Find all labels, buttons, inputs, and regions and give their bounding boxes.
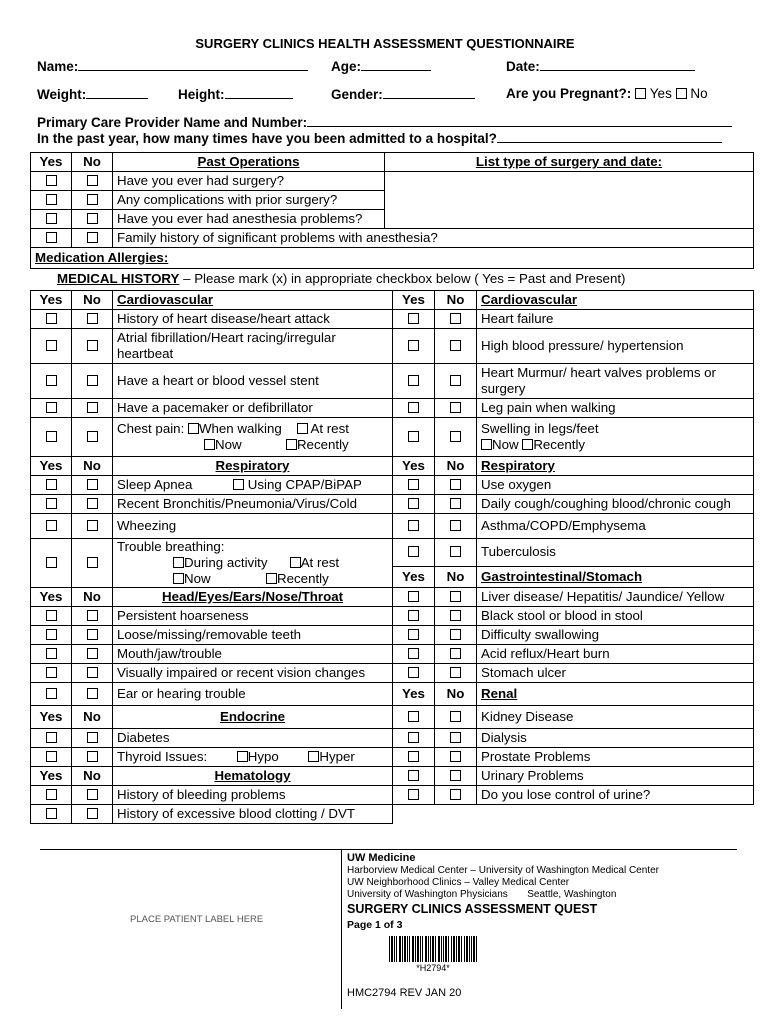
at-rest-checkbox[interactable] xyxy=(290,557,301,568)
condition-label: Acid reflux/Heart burn xyxy=(477,645,754,664)
no-checkbox[interactable] xyxy=(87,194,98,205)
chest-pain-cell xyxy=(113,418,393,457)
no-checkbox[interactable] xyxy=(87,520,98,531)
yes-checkbox[interactable] xyxy=(46,175,57,186)
condition-label: Heart failure xyxy=(477,310,754,329)
trouble-breathing-cell xyxy=(113,539,393,588)
org-line-1: Harborview Medical Center – University of Washington Medical Center xyxy=(347,865,659,876)
thyroid-cell xyxy=(113,748,393,767)
question-label: Have you ever had surgery? xyxy=(113,172,385,191)
yes-checkbox[interactable] xyxy=(408,520,419,531)
pregnant-field xyxy=(506,86,708,101)
table-row xyxy=(31,626,754,645)
at-rest-label: At rest xyxy=(310,421,349,436)
cardio-heading: Cardiovascular xyxy=(113,291,393,310)
renal-heading: Renal xyxy=(477,683,754,706)
barcode-text: *H2794* xyxy=(416,963,450,973)
no-checkbox[interactable] xyxy=(450,711,461,722)
no-checkbox[interactable] xyxy=(450,591,461,602)
heent-heading: Head/Eyes/Ears/Nose/Throat xyxy=(113,588,393,607)
cpap-label: Using CPAP/BiPAP xyxy=(247,477,362,492)
hyper-checkbox[interactable] xyxy=(308,751,319,762)
height-field[interactable] xyxy=(178,86,293,102)
weight-label: Weight: xyxy=(37,87,87,102)
no-checkbox[interactable] xyxy=(87,431,98,442)
yes-checkbox[interactable] xyxy=(408,711,419,722)
recently-label: Recently xyxy=(277,571,329,586)
page-number: Page 1 of 3 xyxy=(347,919,403,931)
admitted-field[interactable] xyxy=(37,130,722,146)
pregnant-no-checkbox[interactable] xyxy=(676,88,687,99)
table-row xyxy=(31,476,754,495)
recently-checkbox[interactable] xyxy=(286,439,297,450)
gi-heading: Gastrointestinal/Stomach xyxy=(477,566,754,587)
yes-checkbox[interactable] xyxy=(46,667,57,678)
no-checkbox[interactable] xyxy=(450,498,461,509)
no-header: No xyxy=(435,291,477,310)
condition-label: Heart Murmur/ heart valves problems or surgery xyxy=(477,364,754,399)
pregnant-no-label: No xyxy=(690,86,708,101)
condition-label: Loose/missing/removable teeth xyxy=(113,626,393,645)
condition-label: Liver disease/ Hepatitis/ Jaundice/ Yellow xyxy=(477,588,754,607)
yes-checkbox[interactable] xyxy=(46,732,57,743)
when-walking-label: When walking xyxy=(198,421,282,436)
admitted-label: In the past year, how many times have you been admitted to a hospital? xyxy=(37,131,497,146)
condition-label: Black stool or blood in stool xyxy=(477,607,754,626)
yes-header: Yes xyxy=(31,588,72,607)
yes-header: Yes xyxy=(393,291,435,310)
yes-header: Yes xyxy=(31,767,72,786)
patient-label-area: PLACE PATIENT LABEL HERE xyxy=(130,914,264,925)
sleep-apnea-cell xyxy=(113,476,393,495)
yes-header: Yes xyxy=(393,566,435,587)
yes-checkbox[interactable] xyxy=(408,667,419,678)
yes-checkbox[interactable] xyxy=(408,375,419,386)
now-checkbox[interactable] xyxy=(204,439,215,450)
medical-history-title: MEDICAL HISTORY xyxy=(57,271,180,286)
condition-label: Prostate Problems xyxy=(477,748,754,767)
height-label: Height: xyxy=(178,87,225,102)
medical-history-heading xyxy=(57,271,625,286)
yes-checkbox[interactable] xyxy=(46,402,57,413)
condition-label: Tuberculosis xyxy=(477,539,754,567)
no-checkbox[interactable] xyxy=(87,789,98,800)
table-row xyxy=(31,645,754,664)
endocrine-heading: Endocrine xyxy=(113,706,393,729)
no-checkbox[interactable] xyxy=(450,340,461,351)
pregnant-yes-label: Yes xyxy=(649,86,672,101)
surgery-list-heading: List type of surgery and date: xyxy=(385,153,754,172)
no-checkbox[interactable] xyxy=(450,402,461,413)
form-id: HMC2794 REV JAN 20 xyxy=(347,987,462,999)
hematology-heading: Hematology xyxy=(113,767,393,786)
yes-checkbox[interactable] xyxy=(408,751,419,762)
no-checkbox[interactable] xyxy=(450,375,461,386)
yes-checkbox[interactable] xyxy=(408,313,419,324)
form-title: SURGERY CLINICS HEALTH ASSESSMENT QUESTIONNAIRE xyxy=(195,36,575,51)
table-row xyxy=(31,310,754,329)
yes-checkbox[interactable] xyxy=(408,340,419,351)
yes-checkbox[interactable] xyxy=(46,629,57,640)
table-row xyxy=(31,364,754,399)
yes-checkbox[interactable] xyxy=(408,431,419,442)
form-short-title: SURGERY CLINICS ASSESSMENT QUEST xyxy=(347,902,598,916)
name-field[interactable] xyxy=(37,58,308,74)
no-checkbox[interactable] xyxy=(450,520,461,531)
date-field[interactable] xyxy=(506,58,695,74)
condition-label: History of bleeding problems xyxy=(113,786,393,805)
no-checkbox[interactable] xyxy=(87,732,98,743)
yes-checkbox[interactable] xyxy=(408,546,419,557)
now-label: Now xyxy=(184,571,211,586)
no-checkbox[interactable] xyxy=(450,789,461,800)
footer-vertical-divider xyxy=(341,849,342,1009)
condition-label: Difficulty swallowing xyxy=(477,626,754,645)
no-header: No xyxy=(435,683,477,706)
swelling-cell xyxy=(477,418,754,457)
hypo-label: Hypo xyxy=(247,749,279,764)
hyper-label: Hyper xyxy=(319,749,355,764)
yes-checkbox[interactable] xyxy=(46,213,57,224)
yes-checkbox[interactable] xyxy=(46,648,57,659)
name-label: Name: xyxy=(37,59,79,74)
recently-label: Recently xyxy=(296,437,349,452)
no-checkbox[interactable] xyxy=(87,498,98,509)
table-row xyxy=(31,607,754,626)
no-checkbox[interactable] xyxy=(87,479,98,490)
condition-label: Recent Bronchitis/Pneumonia/Virus/Cold xyxy=(113,495,393,514)
respiratory-heading: Respiratory xyxy=(113,457,393,476)
no-checkbox[interactable] xyxy=(87,557,98,568)
thyroid-label: Thyroid Issues: xyxy=(117,749,208,764)
chest-pain-label: Chest pain: xyxy=(117,421,185,436)
org-line-2: UW Neighborhood Clinics – Valley Medical Center xyxy=(347,877,570,888)
condition-label: History of excessive blood clotting / DVT xyxy=(113,805,393,824)
no-checkbox[interactable] xyxy=(87,629,98,640)
no-checkbox[interactable] xyxy=(87,610,98,621)
table-row xyxy=(31,729,754,748)
no-checkbox[interactable] xyxy=(87,667,98,678)
condition-label: Wheezing xyxy=(113,514,393,539)
pcp-field[interactable] xyxy=(37,114,732,130)
date-label: Date: xyxy=(506,59,540,74)
no-checkbox[interactable] xyxy=(87,313,98,324)
no-checkbox[interactable] xyxy=(450,751,461,762)
no-checkbox[interactable] xyxy=(87,648,98,659)
no-checkbox[interactable] xyxy=(87,751,98,762)
condition-label: Asthma/COPD/Emphysema xyxy=(477,514,754,539)
condition-label: Stomach ulcer xyxy=(477,664,754,683)
yes-header: Yes xyxy=(31,457,72,476)
no-checkbox[interactable] xyxy=(450,648,461,659)
at-rest-checkbox[interactable] xyxy=(297,423,308,434)
yes-checkbox[interactable] xyxy=(408,402,419,413)
question-label: Family history of significant problems with anesthesia? xyxy=(113,229,754,248)
yes-checkbox[interactable] xyxy=(408,648,419,659)
question-label: Have you ever had anesthesia problems? xyxy=(113,210,385,229)
condition-label: Mouth/jaw/trouble xyxy=(113,645,393,664)
yes-checkbox[interactable] xyxy=(46,520,57,531)
no-checkbox[interactable] xyxy=(450,479,461,490)
yes-checkbox[interactable] xyxy=(46,789,57,800)
now-label: Now xyxy=(215,437,242,452)
hypo-checkbox[interactable] xyxy=(237,751,248,762)
table-row xyxy=(31,329,754,364)
table-row xyxy=(31,805,754,824)
gender-label: Gender: xyxy=(331,87,383,102)
yes-checkbox[interactable] xyxy=(46,751,57,762)
no-checkbox[interactable] xyxy=(87,808,98,819)
no-checkbox[interactable] xyxy=(450,313,461,324)
trouble-breathing-label: Trouble breathing: xyxy=(117,539,225,554)
medication-allergies-label: Medication Allergies: xyxy=(35,250,169,265)
during-activity-label: During activity xyxy=(184,555,268,570)
no-checkbox[interactable] xyxy=(87,232,98,243)
condition-label: Leg pain when walking xyxy=(477,399,754,418)
condition-label: Have a heart or blood vessel stent xyxy=(113,364,393,399)
yes-checkbox[interactable] xyxy=(408,789,419,800)
yes-checkbox[interactable] xyxy=(46,688,57,699)
condition-label: Ear or hearing trouble xyxy=(113,683,393,706)
condition-label: Atrial fibrillation/Heart racing/irregular heartbeat xyxy=(113,329,393,364)
yes-checkbox[interactable] xyxy=(408,498,419,509)
yes-header: Yes xyxy=(31,706,72,729)
yes-checkbox[interactable] xyxy=(46,610,57,621)
medical-history-instruction: – Please mark (x) in appropriate checkbox below ( Yes = Past and Present) xyxy=(179,271,626,286)
no-checkbox[interactable] xyxy=(87,688,98,699)
no-checkbox[interactable] xyxy=(87,175,98,186)
no-header: No xyxy=(435,457,477,476)
yes-checkbox[interactable] xyxy=(408,610,419,621)
no-checkbox[interactable] xyxy=(450,770,461,781)
yes-header: Yes xyxy=(393,683,435,706)
yes-checkbox[interactable] xyxy=(408,591,419,602)
condition-label: Daily cough/coughing blood/chronic cough xyxy=(477,495,754,514)
yes-checkbox[interactable] xyxy=(46,498,57,509)
yes-checkbox[interactable] xyxy=(408,732,419,743)
surgery-list-area[interactable] xyxy=(385,172,754,229)
recently-checkbox[interactable] xyxy=(266,573,277,584)
past-no-header: No xyxy=(72,153,113,172)
no-header: No xyxy=(72,291,113,310)
swelling-label: Swelling in legs/feet xyxy=(481,421,599,436)
past-operations-heading: Past Operations xyxy=(113,153,385,172)
gender-field[interactable] xyxy=(331,86,475,102)
no-checkbox[interactable] xyxy=(87,375,98,386)
no-checkbox[interactable] xyxy=(87,213,98,224)
past-operations-table xyxy=(30,152,754,269)
table-row xyxy=(31,418,754,457)
condition-label: Persistent hoarseness xyxy=(113,607,393,626)
no-checkbox[interactable] xyxy=(450,610,461,621)
no-checkbox[interactable] xyxy=(450,667,461,678)
condition-label: Kidney Disease xyxy=(477,706,754,729)
now-label: Now xyxy=(492,437,519,452)
table-row xyxy=(31,172,754,191)
now-checkbox[interactable] xyxy=(173,573,184,584)
sleep-apnea-label: Sleep Apnea xyxy=(117,477,193,492)
yes-checkbox[interactable] xyxy=(408,479,419,490)
no-checkbox[interactable] xyxy=(87,340,98,351)
recently-checkbox[interactable] xyxy=(522,439,533,450)
no-checkbox[interactable] xyxy=(450,431,461,442)
no-checkbox[interactable] xyxy=(450,546,461,557)
condition-label: History of heart disease/heart attack xyxy=(113,310,393,329)
condition-label: Do you lose control of urine? xyxy=(477,786,754,805)
table-row xyxy=(31,683,754,706)
table-row xyxy=(31,514,754,539)
no-header: No xyxy=(72,588,113,607)
yes-checkbox[interactable] xyxy=(46,232,57,243)
cpap-checkbox[interactable] xyxy=(233,479,244,490)
pregnant-yes-checkbox[interactable] xyxy=(635,88,646,99)
yes-header: Yes xyxy=(31,291,72,310)
pregnant-label: Are you Pregnant?: xyxy=(506,86,632,101)
yes-checkbox[interactable] xyxy=(46,375,57,386)
no-header: No xyxy=(435,566,477,587)
condition-label: Use oxygen xyxy=(477,476,754,495)
footer-divider xyxy=(40,849,737,850)
table-row xyxy=(31,539,754,567)
medical-history-table xyxy=(30,290,754,824)
now-checkbox[interactable] xyxy=(481,439,492,450)
no-header: No xyxy=(72,767,113,786)
yes-checkbox[interactable] xyxy=(46,313,57,324)
no-header: No xyxy=(72,706,113,729)
yes-checkbox[interactable] xyxy=(408,770,419,781)
table-row xyxy=(31,664,754,683)
yes-checkbox[interactable] xyxy=(46,194,57,205)
no-checkbox[interactable] xyxy=(450,629,461,640)
condition-label: Visually impaired or recent vision changes xyxy=(113,664,393,683)
no-checkbox[interactable] xyxy=(450,732,461,743)
medication-allergies-field[interactable] xyxy=(31,248,754,269)
condition-label: High blood pressure/ hypertension xyxy=(477,329,754,364)
yes-checkbox[interactable] xyxy=(46,431,57,442)
table-row xyxy=(31,399,754,418)
age-label: Age: xyxy=(331,59,361,74)
condition-label: Dialysis xyxy=(477,729,754,748)
condition-label: Have a pacemaker or defibrillator xyxy=(113,399,393,418)
no-header: No xyxy=(72,457,113,476)
no-checkbox[interactable] xyxy=(87,402,98,413)
org-name: UW Medicine xyxy=(347,852,416,864)
condition-label: Diabetes xyxy=(113,729,393,748)
recently-label: Recently xyxy=(533,437,586,452)
during-activity-checkbox[interactable] xyxy=(173,557,184,568)
yes-header: Yes xyxy=(393,457,435,476)
yes-checkbox[interactable] xyxy=(46,340,57,351)
barcode-icon xyxy=(389,936,477,962)
org-line-3-right: Seattle, Washington xyxy=(527,889,617,900)
past-yes-header: Yes xyxy=(31,153,72,172)
condition-label: Urinary Problems xyxy=(477,767,754,786)
org-line-3 xyxy=(347,889,616,900)
pcp-label: Primary Care Provider Name and Number: xyxy=(37,115,308,130)
when-walking-checkbox[interactable] xyxy=(188,423,199,434)
age-field[interactable] xyxy=(331,58,431,74)
question-label: Any complications with prior surgery? xyxy=(113,191,385,210)
table-row xyxy=(31,495,754,514)
yes-checkbox[interactable] xyxy=(46,557,57,568)
table-row xyxy=(31,229,754,248)
table-row xyxy=(31,786,754,805)
weight-field[interactable] xyxy=(37,86,148,102)
cardio-heading: Cardiovascular xyxy=(477,291,754,310)
respiratory-heading: Respiratory xyxy=(477,457,754,476)
yes-checkbox[interactable] xyxy=(46,479,57,490)
org-line-3-left: University of Washington Physicians xyxy=(347,889,508,900)
table-row xyxy=(31,748,754,767)
yes-checkbox[interactable] xyxy=(408,629,419,640)
at-rest-label: At rest xyxy=(300,555,340,570)
yes-checkbox[interactable] xyxy=(46,808,57,819)
